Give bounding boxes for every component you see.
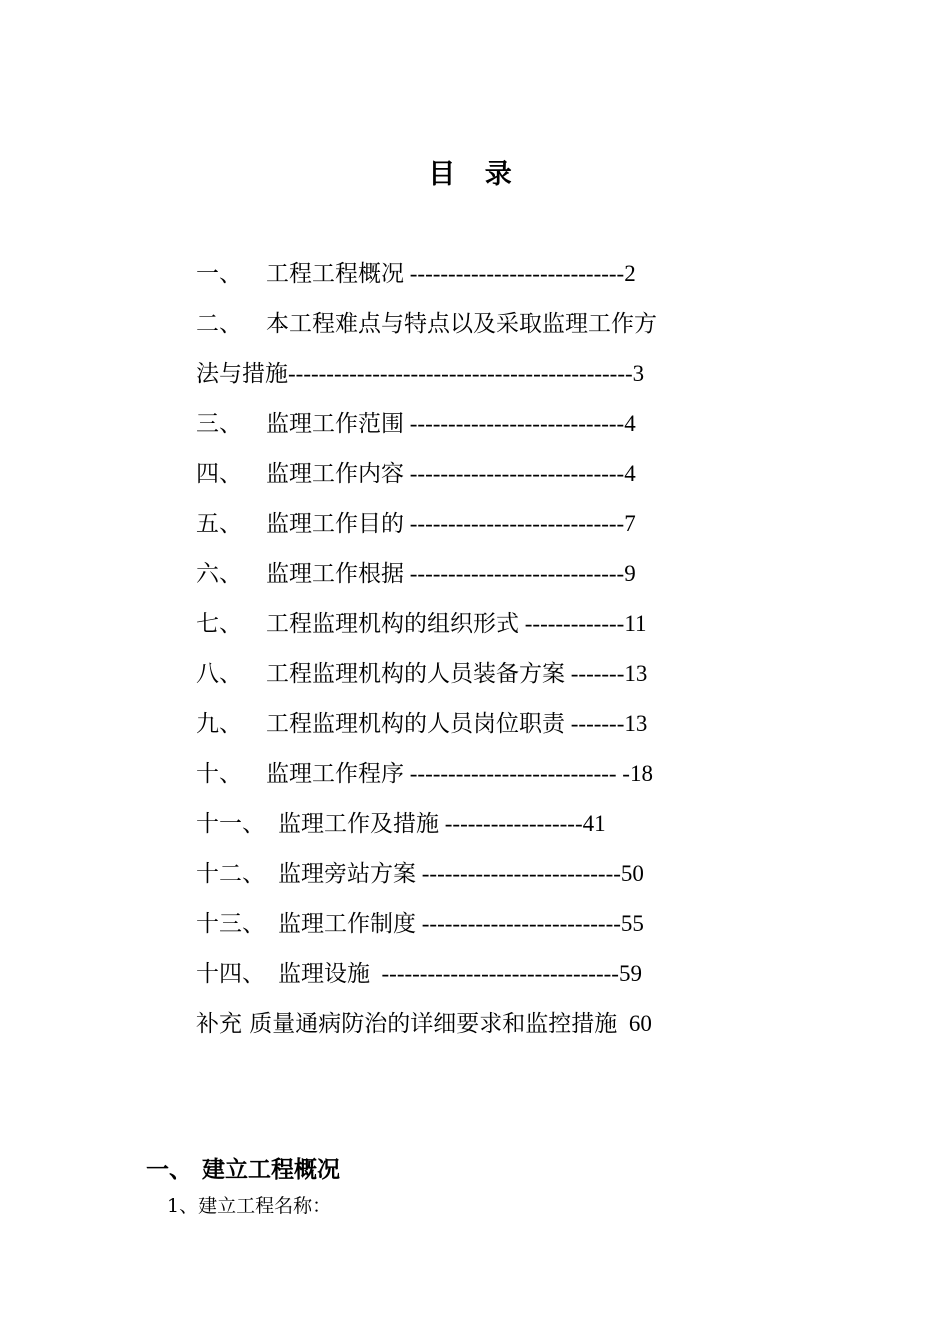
toc-entry — [196, 855, 736, 905]
toc-entry-leader: ---------------------------- — [404, 561, 625, 586]
toc-entry-page: 55 — [620, 911, 644, 936]
toc-entry-text: 工程监理机构的组织形式 — [266, 611, 519, 637]
toc-entry-number: 五、 — [196, 511, 242, 537]
toc-entry — [196, 605, 736, 655]
table-of-contents — [196, 255, 736, 1055]
toc-entry-leader: ------- — [565, 661, 625, 686]
toc-entry-text: 法与措施 — [196, 361, 288, 387]
toc-entry-leader: ---------------------------- — [404, 511, 625, 536]
toc-entry-page: 3 — [632, 361, 645, 386]
toc-entry-leader: -------------------------- — [416, 861, 621, 886]
toc-entry-page: 18 — [629, 761, 653, 786]
toc-entry-leader: ---------------------------- — [404, 261, 625, 286]
toc-entry-leader: ------- — [565, 711, 625, 736]
toc-entry — [196, 655, 736, 705]
toc-entry — [196, 805, 736, 855]
toc-entry-number: 六、 — [196, 561, 242, 587]
toc-entry-leader: -------------------------- — [416, 911, 621, 936]
toc-entry-number: 四、 — [196, 461, 242, 487]
toc-entry — [196, 455, 736, 505]
toc-entry-text: 监理工作程序 — [266, 761, 404, 787]
toc-entry-leader: --------------------------------------------- — [288, 361, 633, 386]
toc-entry-text: 工程工程概况 — [266, 261, 404, 287]
toc-entry-page: 7 — [624, 511, 636, 536]
toc-entry-leader — [617, 1011, 629, 1036]
toc-entry-leader: ------------- — [519, 611, 625, 636]
toc-entry-number: 十三、 — [196, 911, 265, 937]
toc-entry-leader: ------------------------------- — [370, 961, 619, 986]
toc-entry-text: 本工程难点与特点以及采取监理工作方 — [266, 311, 657, 337]
toc-title: 目 录 — [428, 159, 522, 190]
toc-entry-page: 59 — [618, 961, 642, 986]
toc-entry-leader: ---------------------------- — [404, 411, 625, 436]
toc-entry — [196, 755, 736, 805]
toc-entry-page: 60 — [628, 1011, 652, 1036]
toc-entry-text: 监理工作根据 — [266, 561, 404, 587]
section-number: 一、 — [146, 1156, 192, 1183]
toc-entry-text: 监理设施 — [278, 961, 370, 987]
toc-entry-number: 八、 — [196, 661, 242, 687]
toc-entry-text: 工程监理机构的人员岗位职责 — [266, 711, 565, 737]
toc-entry — [196, 555, 736, 605]
toc-entry-page: 2 — [624, 261, 636, 286]
toc-entry-text: 补充 质量通病防治的详细要求和监控措施 — [196, 1011, 618, 1037]
toc-entry — [196, 505, 736, 555]
toc-entry-page: 9 — [624, 561, 636, 586]
toc-entry-page: 4 — [624, 461, 636, 486]
toc-entry-page: 11 — [624, 611, 647, 636]
toc-entry-leader: ------------------ — [439, 811, 583, 836]
toc-entry — [196, 305, 736, 355]
section-heading — [146, 1152, 340, 1188]
toc-entry-text: 监理工作及措施 — [278, 811, 439, 837]
toc-entry-number: 十、 — [196, 761, 242, 787]
toc-entry-text: 监理工作内容 — [266, 461, 404, 487]
sub-item: 1、建立工程名称： — [167, 1195, 332, 1217]
toc-entry-text: 监理工作范围 — [266, 411, 404, 437]
section-title: 建立工程概况 — [202, 1156, 340, 1183]
toc-entry — [196, 1005, 736, 1055]
toc-entry-number: 三、 — [196, 411, 242, 437]
toc-entry-page: 41 — [582, 811, 606, 836]
toc-entry — [196, 955, 736, 1005]
toc-entry-text: 监理工作目的 — [266, 511, 404, 537]
toc-entry-number: 十四、 — [196, 961, 265, 987]
toc-entry — [196, 705, 736, 755]
toc-entry-number: 九、 — [196, 711, 242, 737]
toc-entry-page: 50 — [620, 861, 644, 886]
toc-entry — [196, 905, 736, 955]
toc-entry — [196, 405, 736, 455]
toc-entry-page: 13 — [624, 711, 648, 736]
toc-entry-page: 13 — [624, 661, 648, 686]
toc-entry — [196, 255, 736, 305]
toc-entry-text: 监理旁站方案 — [278, 861, 416, 887]
toc-entry-text: 工程监理机构的人员装备方案 — [266, 661, 565, 687]
toc-entry-number: 二、 — [196, 311, 242, 337]
toc-entry-number: 十二、 — [196, 861, 265, 887]
toc-entry-leader: ---------------------------- — [404, 461, 625, 486]
toc-entry-number: 一、 — [196, 261, 242, 287]
toc-entry — [196, 355, 736, 405]
toc-entry-number: 十一、 — [196, 811, 265, 837]
toc-entry-page: 4 — [624, 411, 636, 436]
toc-entry-text: 监理工作制度 — [278, 911, 416, 937]
toc-entry-leader: --------------------------- - — [404, 761, 630, 786]
toc-entry-number: 七、 — [196, 611, 242, 637]
